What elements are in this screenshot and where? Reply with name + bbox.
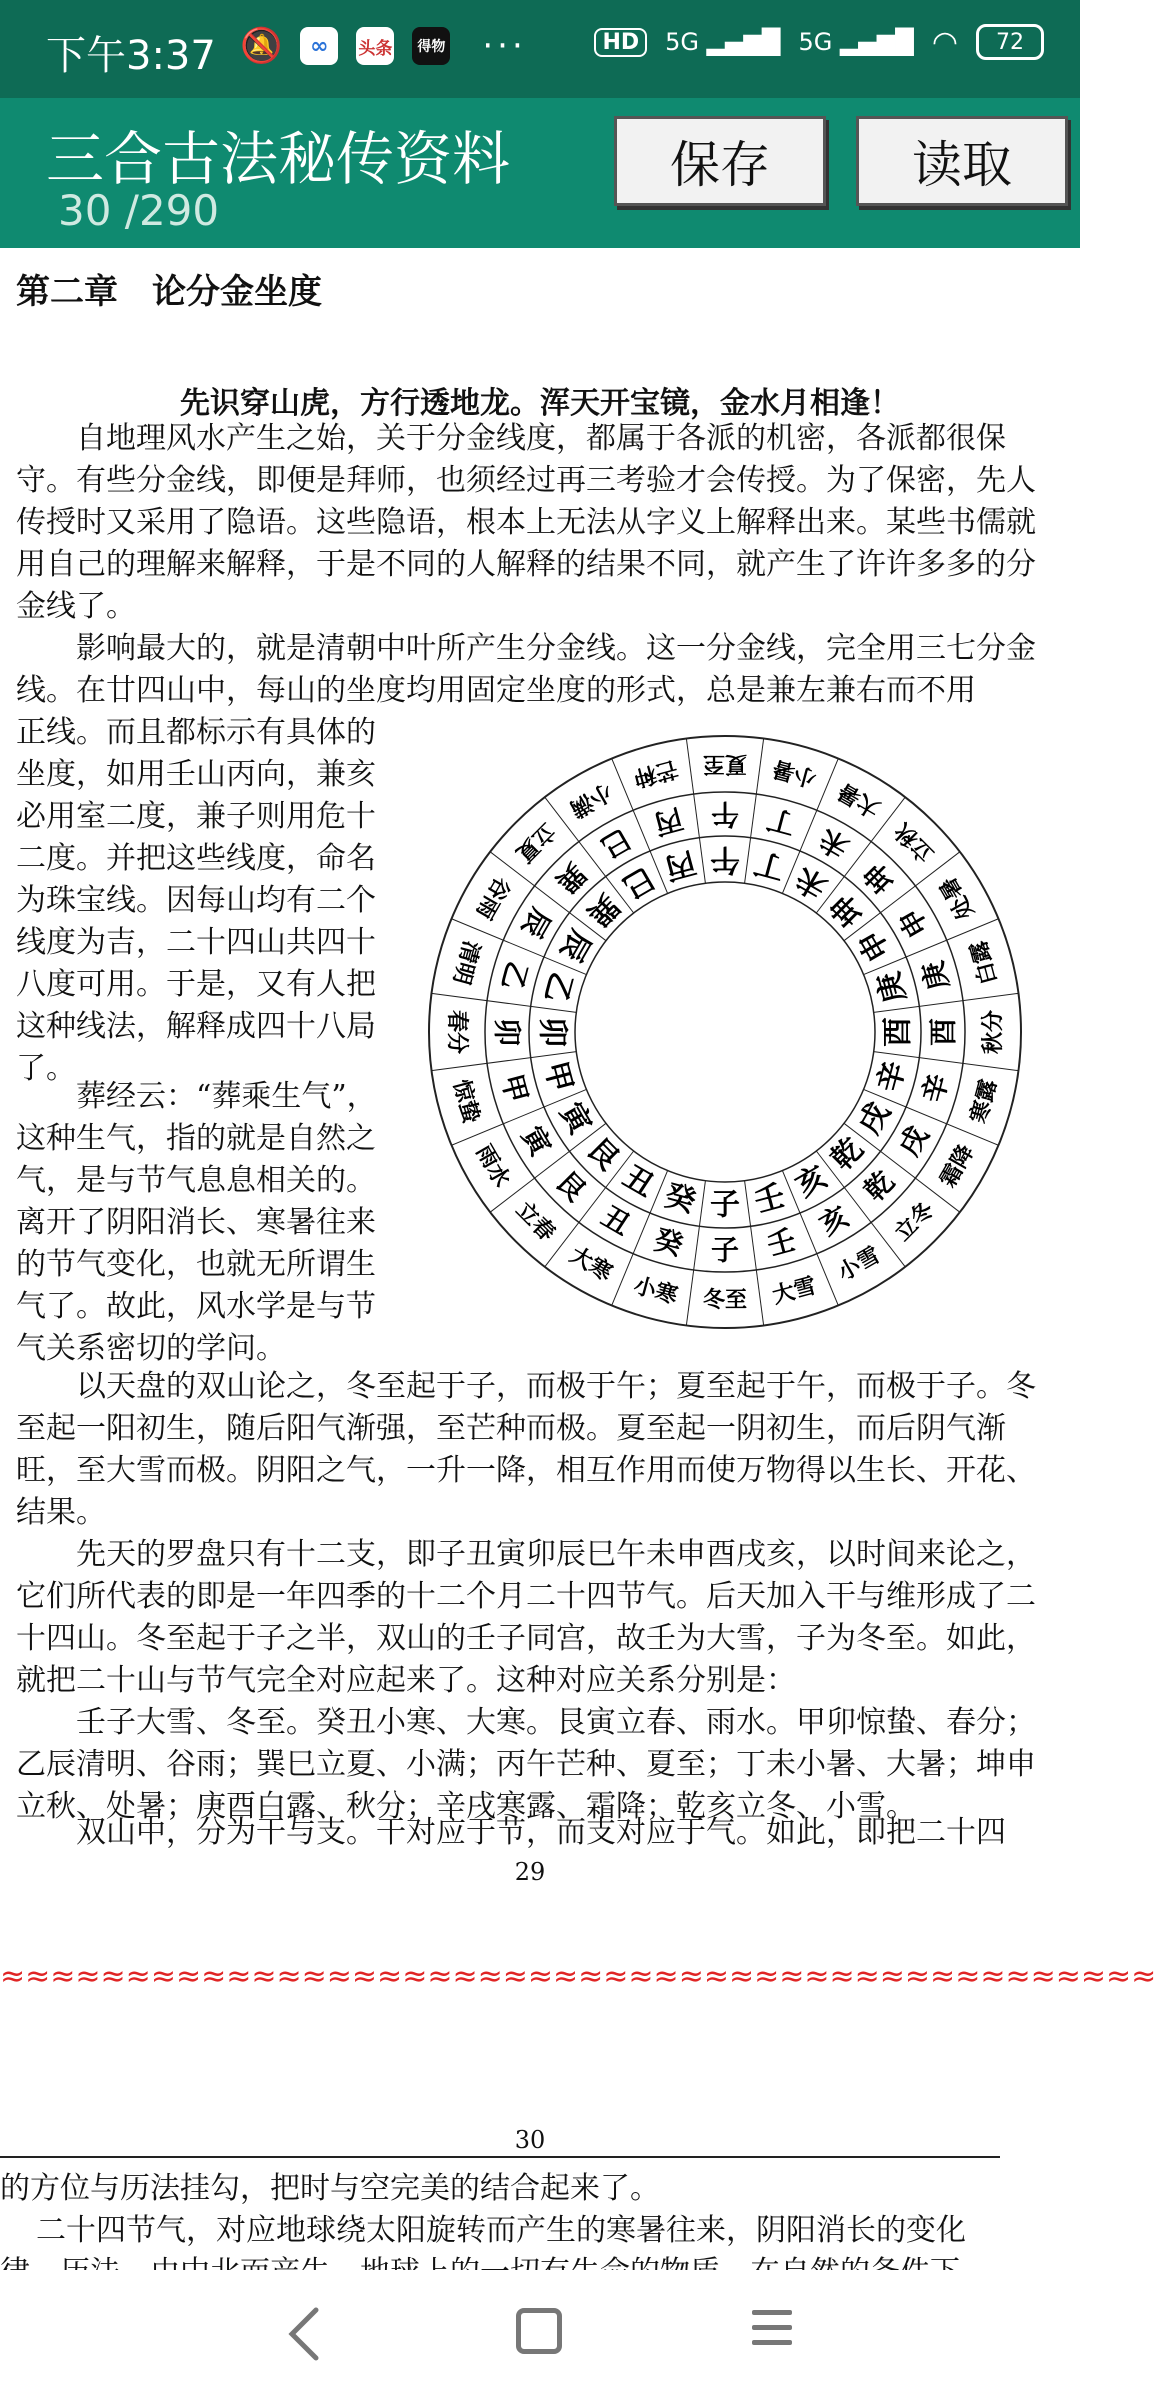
paragraph-text: 双山中，分为干与支。干对应于节，而支对应于气。如此，即把二十四	[76, 1815, 1006, 1850]
inner-mountain-label: 辛	[871, 1057, 913, 1096]
inner-mountain-label: 子	[710, 1187, 740, 1223]
paragraph-text: 自地理风水产生之始，关于分金线度，都属于各派的机密，各派都很保守。有些分金线，即便是拜师，也须经过再三考验才会传授。为了保密，先人传授时又采用了隐语。这些隐语，根本上无法从字义上解释出来。某些书儒就用自己的理解来解释，于是不同的人解释的结果不同，就产生了许许多多的分金线了。	[16, 421, 1036, 624]
notification-icons	[240, 26, 527, 66]
signal-label-2: 5G	[798, 28, 833, 56]
signal-label: 5G	[665, 28, 699, 56]
solar-term-label: 惊蛰	[447, 1076, 485, 1126]
solar-term-label: 立春	[510, 1196, 561, 1247]
mountain-label: 未	[813, 821, 855, 865]
solar-term-label: 立冬	[889, 1196, 940, 1247]
inner-mountain-label: 丑	[616, 1159, 661, 1205]
luopan-compass-diagram	[425, 732, 1025, 1332]
solar-term-label: 霜降	[934, 1140, 980, 1192]
signal-icon: 5G ▂▄▆█	[665, 28, 781, 56]
inner-mountain-label: 巽	[579, 886, 626, 933]
solar-term-label: 夏至	[702, 751, 748, 777]
mountain-label: 乾	[857, 1164, 901, 1208]
inner-mountain-label: 申	[852, 923, 898, 968]
mountain-label: 辛	[916, 1070, 956, 1107]
solar-term-label: 小暑	[769, 754, 819, 792]
paragraph-text: 先天的罗盘只有十二支，即子丑寅卯辰巳午未申酉戌亥，以时间来论之，它们所代表的即是一年四季的十二个月二十四节气。后天加入干与维形成了二十四山。冬至起于子之半，双山的壬子同宫，故壬为大雪，子为冬至。如此，就把二十山与节气完全对应起来了。这种对应关系分别是：	[16, 1537, 1036, 1698]
inner-mountain-label: 丁	[750, 844, 789, 886]
app-badge-icon: ∞	[300, 27, 338, 65]
mountain-label: 丁	[763, 801, 800, 841]
solar-term-label: 立秋	[889, 817, 940, 868]
watermark-strip: ≈≈≈≈≈≈≈≈≈≈≈≈≈≈≈≈≈≈≈≈≈≈≈≈≈≈≈≈≈≈≈≈≈≈≈≈≈≈≈≈≈≈≈≈≈≈	[0, 1959, 1156, 1994]
paragraph	[16, 2210, 1046, 2252]
mountain-label: 子	[710, 1233, 740, 1267]
bell-muted-icon: 🔕	[240, 26, 283, 66]
paragraph	[16, 712, 396, 1090]
solar-term-label: 立夏	[510, 817, 561, 868]
solar-term-label: 大暑	[833, 777, 885, 823]
app-header	[0, 98, 1080, 248]
paragraph	[16, 1702, 1046, 1828]
recent-apps-icon[interactable]	[752, 2310, 792, 2355]
solar-term-label: 小寒	[631, 1272, 681, 1310]
inner-mountain-label: 未	[789, 859, 834, 905]
solar-term-label: 谷雨	[470, 872, 516, 924]
mountain-label: 甲	[494, 1070, 534, 1107]
solar-term-label: 芒种	[631, 754, 681, 792]
compass-ring-line	[529, 836, 921, 1228]
mountain-label: 午	[710, 797, 740, 831]
mountain-label: 戌	[892, 1120, 936, 1162]
mountain-label: 癸	[650, 1223, 687, 1263]
inner-mountain-label: 丙	[661, 844, 700, 886]
mountain-label: 寅	[514, 1120, 558, 1162]
toutiao-icon: 头条	[356, 27, 394, 65]
inner-mountain-label: 戌	[852, 1096, 898, 1141]
chapter-title: 第二章 论分金坐度	[16, 272, 322, 312]
wifi-icon: ◠	[931, 24, 958, 60]
status-time: 下午3:37	[46, 33, 216, 79]
mountain-label: 壬	[763, 1223, 800, 1263]
paragraph	[16, 418, 1046, 628]
inner-mountain-label: 甲	[537, 1057, 579, 1096]
page-counter: 30 /290	[58, 186, 220, 235]
solar-term-label: 大寒	[565, 1241, 617, 1287]
mountain-label: 艮	[549, 1164, 593, 1208]
app-title: 三合古法秘传资料	[46, 125, 511, 193]
mountain-label: 坤	[857, 856, 901, 900]
solar-term-label: 清明	[447, 938, 485, 988]
paragraph-text: 以天盘的双山论之，冬至起于子，而极于午；夏至起于午，而极于子。冬至起一阳初生，随后阳气渐强，至芒种而极。夏至起一阴初生，而后阴气渐旺，至大雪而极。阴阳之气，一升一降，相互作用而使万物得以生长、开花、结果。	[16, 1369, 1036, 1530]
inner-mountain-label: 艮	[579, 1131, 626, 1178]
compass-ring-line	[575, 882, 875, 1182]
inner-mountain-label: 癸	[661, 1178, 700, 1220]
poem-line: 先识穿山虎，方行透地龙。浑天开宝镜，金水月相逢！	[180, 386, 900, 421]
solar-term-label: 小满	[565, 777, 617, 823]
solar-term-label: 春分	[444, 1009, 470, 1055]
paragraph-text: 影响最大的，就是清朝中叶所产生分金线。这一分金线，完全用三七分金线。在廿四山中，每山的坐度均用固定坐度的形式，总是兼左兼右而不用	[16, 631, 1036, 708]
inner-mountain-label: 庚	[871, 968, 913, 1007]
inner-mountain-label: 午	[710, 841, 740, 877]
mountain-label: 巽	[549, 856, 593, 900]
paragraph-cut	[0, 2252, 1030, 2272]
inner-mountain-label: 乙	[537, 968, 579, 1007]
mountain-label: 辰	[514, 902, 558, 944]
solar-term-label: 雨水	[470, 1140, 516, 1192]
paragraph	[16, 1076, 396, 1370]
mountain-label: 酉	[926, 1017, 960, 1047]
system-nav-bar	[0, 2270, 1080, 2400]
page-number: 29	[514, 1858, 546, 1886]
paragraph-text: 二十四节气，对应地球绕太阳旋转而产生的寒暑往来，阴阳消长的变化	[36, 2213, 966, 2248]
mountain-label: 乙	[494, 957, 534, 994]
inner-mountain-label: 坤	[824, 886, 871, 933]
solar-term-label: 秋分	[980, 1009, 1006, 1055]
save-button[interactable]: 保存	[614, 116, 826, 206]
paragraph-text: 正线。而且都标示有具体的坐度，如用壬山丙向，兼亥必用室二度，兼子则用危十二度。并把这些线度，命名为珠宝线。因每山均有二个线度为吉，二十四山共四十八度可用。于是，又有人把这种线法，解释成四十八局了。	[16, 715, 376, 1086]
solar-term-label: 小雪	[833, 1241, 885, 1287]
paragraph	[16, 1534, 1046, 1702]
load-button[interactable]: 读取	[856, 116, 1068, 206]
paragraph-text: 葬经云：“葬乘生气”，这种生气，指的就是自然之气，是与节气息息相关的。离开了阴阳消长、寒暑往来的节气变化，也就无所谓生气了。故此，风水学是与节气关系密切的学问。	[16, 1079, 377, 1366]
status-bar	[0, 0, 1080, 98]
more-notifications-icon: ···	[482, 26, 527, 66]
home-icon[interactable]	[516, 2308, 562, 2354]
inner-mountain-label: 酉	[880, 1017, 916, 1047]
inner-mountain-label: 寅	[552, 1096, 598, 1141]
inner-mountains-ring	[535, 842, 916, 1223]
solar-term-label: 大雪	[769, 1272, 819, 1310]
inner-mountain-label: 巳	[616, 859, 661, 905]
mountain-label: 卯	[490, 1017, 524, 1047]
solar-term-label: 白露	[965, 938, 1003, 988]
paragraph-text: 的方位与历法挂勾，把时与空完美的结合起来了。	[0, 2171, 660, 2206]
battery-icon: 72	[976, 24, 1044, 60]
paragraph	[16, 628, 1046, 712]
dewu-icon: 得物	[412, 27, 450, 65]
mountain-label: 申	[892, 902, 936, 944]
inner-mountain-label: 壬	[750, 1178, 789, 1220]
solar-term-label: 冬至	[702, 1287, 748, 1313]
page-number: 30	[514, 2126, 546, 2154]
mountain-label: 亥	[813, 1199, 855, 1243]
solar-term-label: 处暑	[934, 872, 980, 924]
back-icon[interactable]	[284, 2304, 324, 2364]
inner-mountain-label: 卯	[534, 1017, 570, 1047]
paragraph	[16, 1366, 1046, 1534]
page-divider	[0, 2156, 1000, 2158]
solar-term-label: 寒露	[965, 1076, 1003, 1126]
system-icons	[594, 24, 1044, 60]
paragraph	[16, 1812, 1046, 1854]
hd-icon: HD	[594, 28, 647, 57]
mountain-label: 庚	[916, 957, 956, 994]
mountain-label: 丙	[650, 801, 687, 841]
inner-mountain-label: 辰	[552, 923, 598, 968]
inner-mountain-label: 乾	[824, 1131, 871, 1178]
mountain-label: 丑	[595, 1199, 637, 1243]
paragraph	[0, 2168, 1030, 2210]
signal-icon-2: 5G ▂▄▆█	[798, 28, 914, 56]
inner-mountain-label: 亥	[789, 1159, 834, 1205]
paragraph-text: 壬子大雪、冬至。癸丑小寒、大寒。艮寅立春、雨水。甲卯惊蛰、春分；乙辰清明、谷雨；巽巳立夏、小满；丙午芒种、夏至；丁未小暑、大暑；坤申立秋、处暑；庚酉白露、秋分；辛戌寒露、霜降；乾亥立冬、小雪。	[16, 1705, 1036, 1824]
mountain-label: 巳	[595, 821, 637, 865]
